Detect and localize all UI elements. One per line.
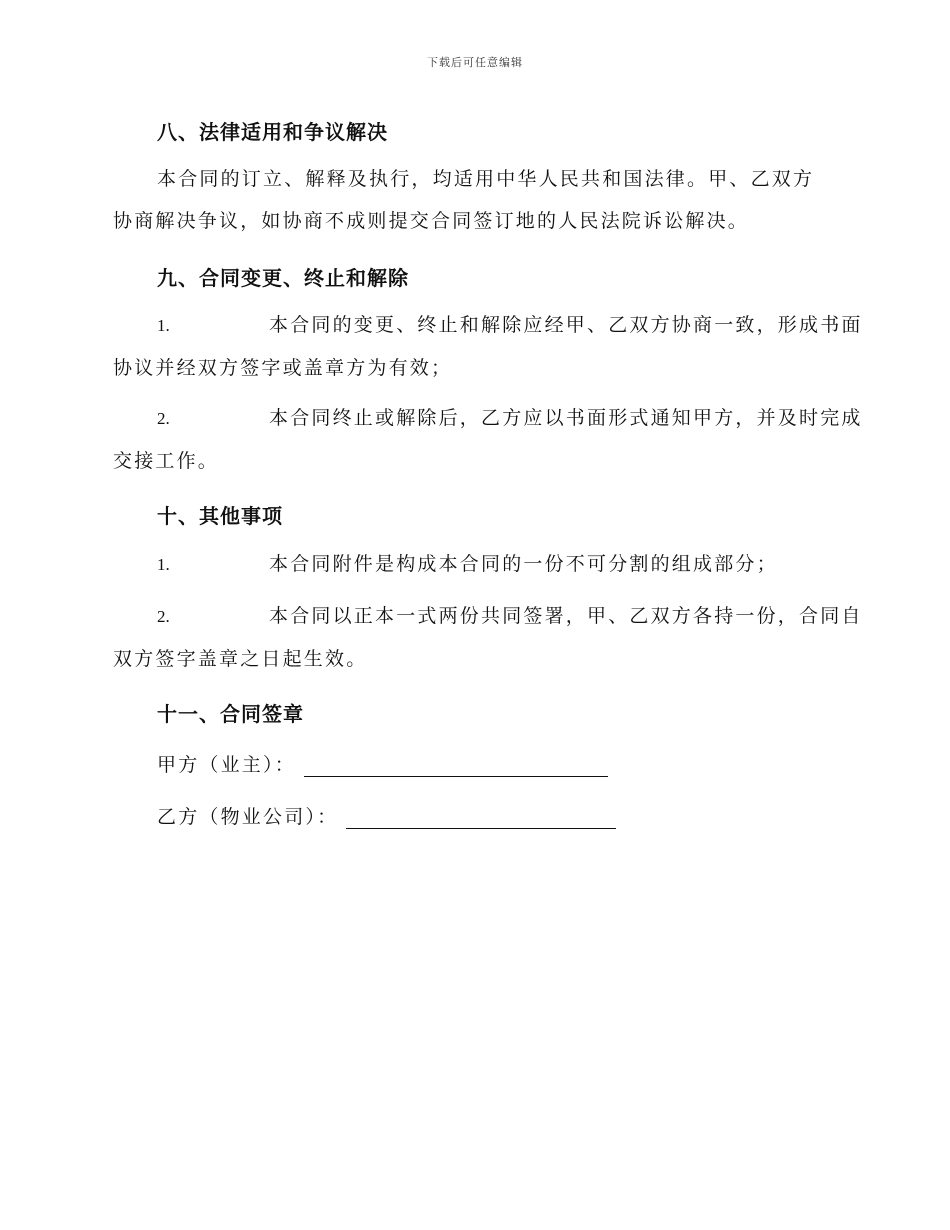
section-8-body-line2: 协商解决争议，如协商不成则提交合同签订地的人民法院诉讼解决。: [113, 210, 750, 232]
item-text-line1: 本合同终止或解除后，乙方应以书面形式通知甲方，并及时完成: [269, 407, 863, 429]
section-10-item-1: [113, 543, 833, 586]
section-10-title: 十、其他事项: [157, 504, 283, 528]
party-b-label: 乙方（物业公司）：: [157, 806, 339, 828]
section-9-title: 九、合同变更、终止和解除: [157, 266, 409, 290]
item-number: 2.: [157, 607, 170, 626]
party-a-label: 甲方（业主）：: [157, 754, 296, 776]
section-8-title: 八、法律适用和争议解决: [157, 120, 388, 144]
item-number: 1.: [157, 555, 170, 574]
item-text-line1: 本合同以正本一式两份共同签署，甲、乙双方各持一份，合同自: [269, 605, 863, 627]
item-text-line2: 交接工作。: [113, 450, 220, 472]
item-text-line2: 协议并经双方签字或盖章方为有效；: [113, 357, 453, 379]
party-b-signature-row: [157, 802, 616, 829]
item-number: 1.: [157, 316, 170, 335]
item-text-line1: 本合同的变更、终止和解除应经甲、乙双方协商一致，形成书面: [269, 314, 863, 336]
party-a-signature-line[interactable]: [304, 756, 608, 777]
section-8-body: [113, 158, 833, 242]
item-text-line2: 双方签字盖章之日起生效。: [113, 648, 368, 670]
item-number: 2.: [157, 409, 170, 428]
item-text-line1: 本合同附件是构成本合同的一份不可分割的组成部分；: [269, 553, 778, 575]
section-9-item-1: [113, 304, 863, 389]
section-9-item-2: [113, 397, 863, 482]
section-8-body-line1: 本合同的订立、解释及执行，均适用中华人民共和国法律。甲、乙双方: [157, 168, 815, 190]
party-a-signature-row: [157, 750, 608, 777]
section-11-title: 十一、合同签章: [157, 702, 304, 726]
section-10-item-2: [113, 595, 863, 680]
page-header-note: 下载后可任意编辑: [427, 56, 523, 69]
party-b-signature-line[interactable]: [346, 808, 616, 829]
